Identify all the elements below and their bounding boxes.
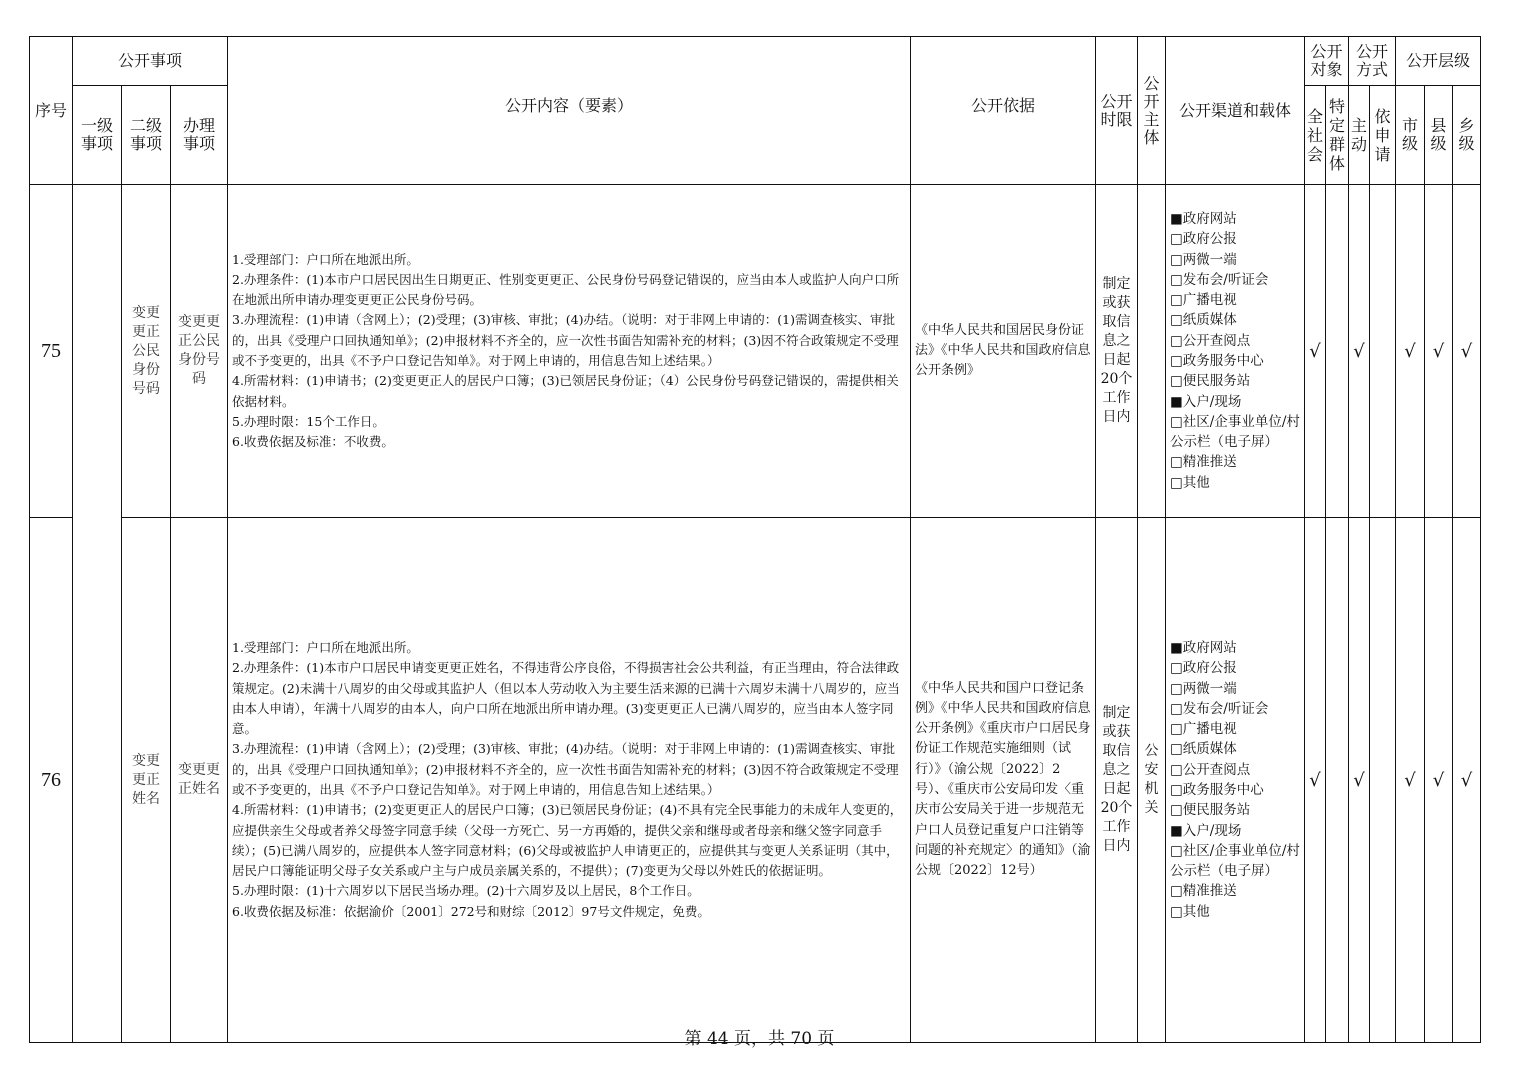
channel-item — [1170, 760, 1300, 780]
channel-label: 政府公报 — [1182, 231, 1237, 248]
channel-label: 便民服务站 — [1182, 802, 1251, 819]
channel-item — [1170, 209, 1300, 229]
row-content — [228, 185, 911, 518]
channel-label: 公开查阅点 — [1182, 761, 1251, 778]
mark-level-city: √ — [1396, 185, 1425, 518]
channel-label: 政务服务中心 — [1182, 782, 1264, 798]
channel-item — [1170, 371, 1300, 391]
channel-item — [1170, 270, 1300, 290]
channel-label: 精准推送 — [1182, 883, 1237, 900]
content-line: 3.办理流程：(1)申请（含网上）；(2)受理；(3)审核、审批；(4)办结。（说明：对于非网上申请的：(1)需调查核实、审批的，出具《受理户口回执通知单》；(2)申报材料不齐全的，应一次性书面告知需补充的材料；(3)因不符合政策规定不受理或不予变更的，出具《不予户口登记告知单》。对于网上申请的，用信息告知上述结果。） — [232, 741, 899, 797]
row-channels — [1166, 518, 1305, 1043]
channel-label: 入户/现场 — [1182, 822, 1242, 839]
header-items: 公开事项 — [73, 37, 228, 86]
disclosure-table — [29, 36, 1481, 1043]
channel-item — [1170, 351, 1300, 371]
mark-target-all: √ — [1305, 518, 1326, 1043]
row-channels — [1166, 185, 1305, 518]
channel-item — [1170, 739, 1300, 759]
channel-label: 两微一端 — [1182, 251, 1237, 268]
content-line: 5.办理时限：(1)十六周岁以下居民当场办理。(2)十六周岁及以上居民，8个工作日。 — [232, 883, 700, 899]
channel-item — [1170, 452, 1300, 472]
channel-label: 政府网站 — [1182, 639, 1237, 656]
mark-method-apply — [1370, 185, 1396, 518]
channel-item — [1170, 881, 1300, 901]
channel-item — [1170, 331, 1300, 351]
channel-label: 广播电视 — [1182, 721, 1237, 738]
channel-item — [1170, 699, 1300, 719]
header-time: 公开 时限 — [1096, 37, 1138, 185]
channel-item — [1170, 229, 1300, 249]
header-level-town: 乡 级 — [1453, 86, 1481, 185]
content-line: 4.所需材料：(1)申请书；(2)变更更正人的居民户口簿；(3)已领居民身份证；（4）公民身份号码登记错误的，需提供相关依据材料。 — [232, 373, 899, 409]
row-basis: 《中华人民共和国户口登记条例》《中华人民共和国政府信息公开条例》《重庆市户口居民身份证工作规范实施细则（试行）》（渝公规〔2022〕2号）、《重庆市公安局印发〈重庆市公安局关于进一步规范无户口人员登记重复户口注销等问题的补充规定〉的通知》（渝公规〔2022〕12号） — [911, 518, 1096, 1043]
channel-item — [1170, 719, 1300, 739]
content-line: 1.受理部门：户口所在地派出所。 — [232, 639, 419, 655]
content-line: 6.收费依据及标准：不收费。 — [232, 434, 394, 450]
content-line: 1.受理部门：户口所在地派出所。 — [232, 251, 419, 267]
channel-item — [1170, 473, 1300, 493]
header-target-all: 全 社 会 — [1305, 86, 1326, 185]
row-level2: 变更 更正 公民 身份 号码 — [122, 185, 171, 518]
row-content — [228, 518, 911, 1043]
channel-label: 政府网站 — [1182, 210, 1237, 227]
mark-target-all: √ — [1305, 185, 1326, 518]
mark-method-apply — [1370, 518, 1396, 1043]
content-line: 2.办理条件：(1)本市户口居民因出生日期更正、性别变更更正、公民身份号码登记错误的，应当由本人或监护人向户口所在地派出所申请办理变更更正公民身份号码。 — [232, 271, 900, 308]
channel-item — [1170, 250, 1300, 270]
header-content: 公开内容（要素） — [228, 37, 911, 185]
channel-label: 便民服务站 — [1182, 373, 1251, 390]
channel-label: 两微一端 — [1182, 680, 1237, 697]
channel-item — [1170, 780, 1300, 800]
table-row — [30, 185, 1481, 518]
row-handle: 变更更 正公民 身份号 码 — [171, 185, 228, 518]
mark-target-group — [1326, 185, 1349, 518]
channel-item — [1170, 658, 1300, 678]
header-seq-text: 序号 — [34, 100, 67, 120]
channel-item — [1170, 679, 1300, 699]
channel-label: 社区/企事业单位/村公示栏（电子屏） — [1170, 413, 1300, 451]
channel-label: 纸质媒体 — [1182, 741, 1237, 758]
header-target: 公开 对象 — [1305, 37, 1349, 86]
header-method-apply: 依 申 请 — [1370, 86, 1396, 185]
row-time: 制定 或获 取信 息之 日起 20个 工作 日内 — [1096, 518, 1138, 1043]
channel-label: 政府公报 — [1182, 660, 1237, 677]
header-basis: 公开依据 — [911, 37, 1096, 185]
channel-label: 其他 — [1182, 903, 1210, 920]
row-handle: 变更更 正姓名 — [171, 518, 228, 1043]
row-time: 制定 或获 取信 息之 日起 20个 工作 日内 — [1096, 185, 1138, 518]
row-level2: 变更 更正 姓名 — [122, 518, 171, 1043]
row-level1 — [73, 185, 122, 1043]
header-level: 公开层级 — [1396, 37, 1481, 86]
mark-method-active: √ — [1349, 185, 1370, 518]
mark-level-town: √ — [1453, 185, 1481, 518]
row-subject: 公 安 机 关 — [1138, 518, 1166, 1043]
row-basis: 《中华人民共和国居民身份证法》《中华人民共和国政府信息公开条例》 — [911, 185, 1096, 518]
row-seq: 75 — [30, 185, 73, 518]
channel-item — [1170, 412, 1300, 453]
channel-label: 广播电视 — [1182, 292, 1237, 309]
channel-label: 其他 — [1182, 474, 1210, 491]
header-level1: 一级 事项 — [73, 86, 122, 185]
header-method-active: 主 动 — [1349, 86, 1370, 185]
channel-label: 发布会/听证会 — [1182, 271, 1269, 288]
mark-level-town: √ — [1453, 518, 1481, 1043]
channel-label: 精准推送 — [1182, 454, 1237, 471]
channel-label: 入户/现场 — [1182, 393, 1242, 410]
header-level2: 二级 事项 — [122, 86, 171, 185]
mark-level-county: √ — [1425, 518, 1453, 1043]
channel-item — [1170, 310, 1300, 330]
channel-item — [1170, 800, 1300, 820]
mark-level-city: √ — [1396, 518, 1425, 1043]
channel-label: 公开查阅点 — [1182, 332, 1251, 349]
page-footer: 第 44 页，共 70 页 — [684, 1029, 835, 1049]
content-line: 2.办理条件：(1)本市户口居民申请变更更正姓名，不得违背公序良俗，不得损害社会公共利益，有正当理由，符合法律政策规定。(2)未满十八周岁的由父母或其监护人（但以本人劳动收入为主要生活来源的已满十六周岁未满十八周岁的，应当由本人申请），年满十八周岁的由本人，向户口所在地派出所申请办理。(3)变更更正人已满八周岁的，应当由本人签字同意。 — [232, 660, 900, 737]
channel-item — [1170, 392, 1300, 412]
header-level-city: 市 级 — [1396, 86, 1425, 185]
header-subject: 公 开 主 体 — [1138, 37, 1166, 185]
channel-item — [1170, 290, 1300, 310]
content-line: 4.所需材料：(1)申请书；(2)变更更正人的居民户口簿；(3)已领居民身份证；(4)不具有完全民事能力的未成年人变更的，应提供亲生父母或者养父母签字同意手续（父母一方死亡、另一方再婚的，提供父亲和继母或者母亲和继父签字同意手续）；(5)已满八周岁的，应提供本人签字同意材料；(6)父母或被监护人申请更正的，应提供其与变更人关系证明（其中，居民户口簿能证明父母子女关系或户主与户成员亲属关系的，不提供）；(7)变更为父母以外姓氏的依据证明。 — [232, 802, 903, 879]
channel-item — [1170, 841, 1300, 882]
channel-item — [1170, 902, 1300, 922]
content-line: 3.办理流程：(1)申请（含网上）；(2)受理；(3)审核、审批；(4)办结。（说明：对于非网上申请的：(1)需调查核实、审批的，出具《受理户口回执通知单》；(2)申报材料不齐全的，应一次性书面告知需补充的材料；(3)因不符合政策规定不受理或不予变更的，出具《不予户口登记告知单》。对于网上申请的，用信息告知上述结果。） — [232, 312, 899, 368]
header-channel: 公开渠道和载体 — [1166, 37, 1305, 185]
row-subject — [1138, 185, 1166, 518]
header-target-group: 特 定 群 体 — [1326, 86, 1349, 185]
row-seq: 76 — [30, 518, 73, 1043]
mark-target-group — [1326, 518, 1349, 1043]
channel-item — [1170, 638, 1300, 658]
content-line: 5.办理时限：15个工作日。 — [232, 413, 385, 429]
header-level-county: 县 级 — [1425, 86, 1453, 185]
channel-label: 纸质媒体 — [1182, 312, 1237, 329]
table-row — [30, 518, 1481, 1043]
channel-item — [1170, 821, 1300, 841]
content-line: 6.收费依据及标准：依据渝价〔2001〕272号和财综〔2012〕97号文件规定，免费。 — [232, 903, 710, 919]
header-handle: 办理 事项 — [171, 86, 228, 185]
header-method: 公开 方式 — [1349, 37, 1396, 86]
channel-label: 发布会/听证会 — [1182, 700, 1269, 717]
channel-label: 政务服务中心 — [1182, 353, 1264, 369]
header-seq — [30, 37, 73, 185]
mark-method-active: √ — [1349, 518, 1370, 1043]
mark-level-county: √ — [1425, 185, 1453, 518]
channel-label: 社区/企事业单位/村公示栏（电子屏） — [1170, 842, 1300, 880]
